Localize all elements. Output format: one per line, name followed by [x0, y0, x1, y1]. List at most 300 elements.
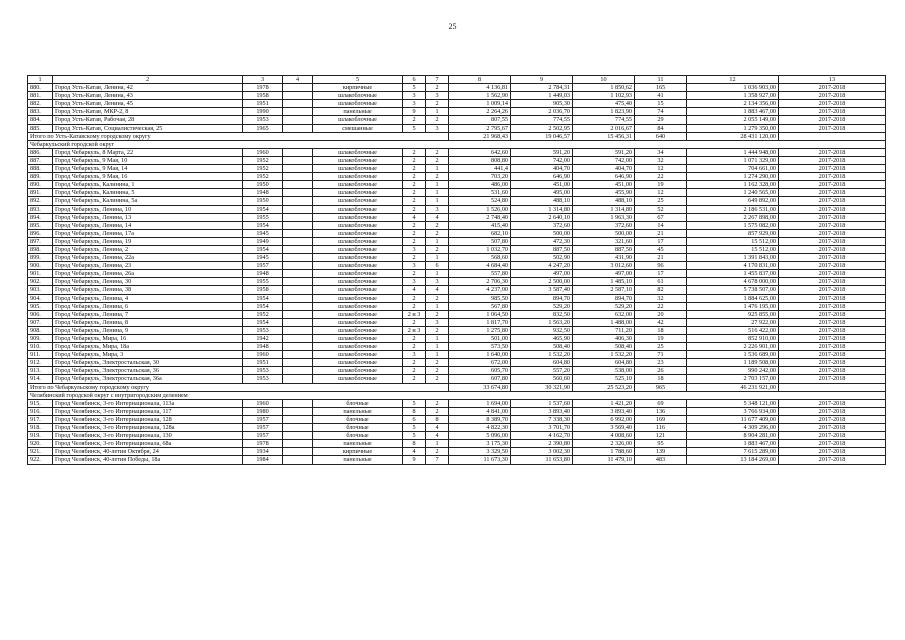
- table-cell: 1 102,93: [573, 92, 635, 100]
- table-cell: шлакоблочные: [313, 229, 403, 237]
- table-cell: [283, 375, 313, 383]
- table-cell: Город Чебаркуль, Мира, 3: [53, 351, 243, 359]
- table-cell: 2017-2018: [779, 116, 886, 124]
- table-cell: шлакоблочные: [313, 100, 403, 108]
- table-cell: 1 563,20: [511, 318, 573, 326]
- header-cell: 1: [28, 76, 53, 84]
- table-cell: 604,80: [511, 359, 573, 367]
- table-cell: Город Челябинск, 3-го Интернационала, 128: [53, 415, 243, 423]
- table-cell: 898.: [28, 245, 53, 253]
- table-cell: 84: [635, 124, 687, 132]
- table-cell: 96: [635, 262, 687, 270]
- table-cell: Город Усть-Катав, Социалистическая, 25: [53, 124, 243, 132]
- table-cell: шлакоблочные: [313, 375, 403, 383]
- table-cell: 742,00: [573, 156, 635, 164]
- table-cell: шлакоблочные: [313, 92, 403, 100]
- table-cell: 916.: [28, 407, 53, 415]
- table-cell: шлакоблочные: [313, 165, 403, 173]
- table-cell: [283, 270, 313, 278]
- table-cell: шлакоблочные: [313, 351, 403, 359]
- table-cell: 897.: [28, 237, 53, 245]
- table-cell: [283, 108, 313, 116]
- table-cell: Город Чебаркуль, Мира, 18а: [53, 343, 243, 351]
- table-cell: 2: [403, 294, 426, 302]
- header-cell: 8: [449, 76, 511, 84]
- table-cell: 1952: [243, 165, 283, 173]
- table-cell: 2: [403, 148, 426, 156]
- table-cell: 711,20: [573, 326, 635, 334]
- table-cell: 2: [403, 335, 426, 343]
- section-title: Чебаркульский городской округ: [28, 140, 886, 148]
- table-cell: Город Усть-Катав, Ленина, 42: [53, 84, 243, 92]
- table-cell: 573,50: [449, 343, 511, 351]
- table-cell: 5: [403, 399, 426, 407]
- table-row: [28, 254, 886, 262]
- table-cell: 2017-2018: [779, 456, 886, 464]
- table-cell: 1: [426, 165, 449, 173]
- table-cell: 883.: [28, 108, 53, 116]
- table-cell: 607,80: [449, 375, 511, 383]
- table-cell: 1 009,14: [449, 100, 511, 108]
- table-cell: панельные: [313, 407, 403, 415]
- table-cell: 2 055 149,00: [687, 116, 779, 124]
- table-cell: 25: [635, 197, 687, 205]
- table-cell: [283, 181, 313, 189]
- table-cell: 1 850,62: [573, 84, 635, 92]
- table-cell: Город Усть-Катав, МКР-2, 8: [53, 108, 243, 116]
- table-cell: 321,60: [573, 237, 635, 245]
- table-cell: 1942: [243, 335, 283, 343]
- table-cell: [283, 189, 313, 197]
- table-cell: Город Челябинск, 3-го Интернационала, 117: [53, 407, 243, 415]
- table-cell: 894,70: [511, 294, 573, 302]
- section-header-row: [28, 140, 886, 148]
- table-cell: 882.: [28, 100, 53, 108]
- table-cell: 918.: [28, 424, 53, 432]
- table-cell: 1 279 350,00: [687, 124, 779, 132]
- table-cell: 887,50: [511, 245, 573, 253]
- table-cell: 1950: [243, 181, 283, 189]
- table-cell: 529,20: [511, 302, 573, 310]
- table-cell: 1 064,50: [449, 310, 511, 318]
- header-cell: 7: [426, 76, 449, 84]
- table-cell: 1 421,20: [573, 399, 635, 407]
- table-cell: 165: [635, 84, 687, 92]
- table-cell: шлакоблочные: [313, 148, 403, 156]
- table-cell: 14: [635, 221, 687, 229]
- table-cell: [283, 318, 313, 326]
- table-cell: Город Чебаркуль, Мира, 16: [53, 335, 243, 343]
- table-cell: 922.: [28, 456, 53, 464]
- table-cell: [283, 456, 313, 464]
- table-cell: 5 096,00: [449, 432, 511, 440]
- table-row: [28, 310, 886, 318]
- table-cell: 1 314,80: [511, 205, 573, 213]
- table-cell: шлакоблочные: [313, 254, 403, 262]
- table-cell: 5: [403, 424, 426, 432]
- table-row: [28, 407, 886, 415]
- table-cell: 3: [426, 278, 449, 286]
- table-cell: 920.: [28, 440, 53, 448]
- table-cell: шлакоблочные: [313, 197, 403, 205]
- table-cell: 2: [403, 367, 426, 375]
- table-cell: 2: [403, 237, 426, 245]
- table-cell: 1945: [243, 254, 283, 262]
- subtotal-value: 965: [635, 383, 687, 391]
- table-cell: 74: [635, 108, 687, 116]
- table-cell: 1954: [243, 294, 283, 302]
- table-cell: 2017-2018: [779, 432, 886, 440]
- header-cell: 2: [53, 76, 243, 84]
- table-cell: 6 992,00: [573, 415, 635, 423]
- table-row: [28, 84, 886, 92]
- table-cell: [283, 254, 313, 262]
- table-cell: 4 170 831,00: [687, 262, 779, 270]
- table-cell: 852 910,00: [687, 335, 779, 343]
- table-cell: Город Чебаркуль, Ленина, 4: [53, 294, 243, 302]
- table-cell: 908.: [28, 326, 53, 334]
- table-cell: 1 274 290,00: [687, 173, 779, 181]
- table-cell: 2017-2018: [779, 92, 886, 100]
- table-cell: 2017-2018: [779, 237, 886, 245]
- table-cell: 2017-2018: [779, 424, 886, 432]
- table-cell: 915.: [28, 399, 53, 407]
- table-cell: 8 389,70: [449, 415, 511, 423]
- table-cell: 1: [426, 254, 449, 262]
- table-cell: 2017-2018: [779, 294, 886, 302]
- subtotal-empty-cell: [779, 383, 886, 391]
- table-cell: 2: [426, 294, 449, 302]
- section-header-row: [28, 391, 886, 399]
- table-cell: 4 237,00: [449, 286, 511, 294]
- table-cell: 932,50: [511, 326, 573, 334]
- table-cell: панельные: [313, 440, 403, 448]
- table-cell: 1957: [243, 262, 283, 270]
- table-cell: 894.: [28, 213, 53, 221]
- table-cell: Город Чебаркуль, 9 Мая, 16: [53, 173, 243, 181]
- table-cell: 45: [635, 245, 687, 253]
- table-cell: 22: [635, 173, 687, 181]
- table-cell: 808,80: [449, 156, 511, 164]
- table-row: [28, 343, 886, 351]
- table-cell: 5: [403, 432, 426, 440]
- table-cell: 29: [635, 116, 687, 124]
- table-cell: кирпичные: [313, 448, 403, 456]
- table-cell: 4 822,30: [449, 424, 511, 432]
- table-cell: Город Чебаркуль, Электростальская, 30: [53, 359, 243, 367]
- table-cell: 3 587,40: [511, 286, 573, 294]
- table-cell: 1 189 508,00: [687, 359, 779, 367]
- table-cell: 21: [635, 229, 687, 237]
- table-cell: шлакоблочные: [313, 359, 403, 367]
- table-cell: [283, 399, 313, 407]
- table-cell: [283, 156, 313, 164]
- table-cell: шлакоблочные: [313, 270, 403, 278]
- table-cell: [283, 262, 313, 270]
- table-cell: 2: [403, 165, 426, 173]
- table-cell: 25: [635, 343, 687, 351]
- table-cell: 1951: [243, 100, 283, 108]
- table-cell: блочные: [313, 415, 403, 423]
- table-cell: 2: [426, 229, 449, 237]
- table-row: [28, 213, 886, 221]
- table-cell: 8: [403, 407, 426, 415]
- table-row: [28, 318, 886, 326]
- table-cell: [283, 448, 313, 456]
- table-row: [28, 415, 886, 423]
- table-cell: 2017-2018: [779, 286, 886, 294]
- table-cell: 1 575 082,00: [687, 221, 779, 229]
- subtotal-value: 15 456,31: [573, 132, 635, 140]
- table-cell: 2: [403, 116, 426, 124]
- table-cell: [283, 148, 313, 156]
- table-cell: 1948: [243, 189, 283, 197]
- table-cell: 2017-2018: [779, 375, 886, 383]
- table-cell: 632,00: [573, 310, 635, 318]
- table-cell: 501,00: [449, 335, 511, 343]
- table-cell: шлакоблочные: [313, 318, 403, 326]
- table-cell: 646,90: [511, 173, 573, 181]
- table-cell: 1: [426, 270, 449, 278]
- table-cell: 5 348 121,00: [687, 399, 779, 407]
- table-cell: 914.: [28, 375, 53, 383]
- table-cell: 925 855,00: [687, 310, 779, 318]
- table-cell: 904.: [28, 294, 53, 302]
- table-cell: 672,00: [449, 359, 511, 367]
- table-cell: 139: [635, 448, 687, 456]
- subtotal-label: Итого по Усть-Катавскому городскому округу: [28, 132, 449, 140]
- table-cell: панельные: [313, 108, 403, 116]
- table-cell: 3 329,50: [449, 448, 511, 456]
- table-cell: 451,00: [573, 181, 635, 189]
- table-cell: Город Чебаркуль, Ленина, 19: [53, 237, 243, 245]
- table-cell: 34: [635, 148, 687, 156]
- table-cell: 1955: [243, 278, 283, 286]
- table-cell: [283, 359, 313, 367]
- table-cell: 2017-2018: [779, 270, 886, 278]
- header-cell: 5: [313, 76, 403, 84]
- table-cell: 7 615 289,00: [687, 448, 779, 456]
- table-cell: смешанные: [313, 124, 403, 132]
- table-cell: [283, 116, 313, 124]
- table-cell: 894,70: [573, 294, 635, 302]
- subtotal-value: 33 674,80: [449, 383, 511, 391]
- table-cell: Город Чебаркуль, Ленина, 14: [53, 221, 243, 229]
- table-cell: 2: [426, 448, 449, 456]
- table-cell: 2: [403, 270, 426, 278]
- table-cell: 1 071 329,00: [687, 156, 779, 164]
- table-cell: 893.: [28, 205, 53, 213]
- table-cell: 82: [635, 286, 687, 294]
- table-cell: [283, 205, 313, 213]
- table-cell: 3: [426, 318, 449, 326]
- housing-register-table: [27, 75, 886, 465]
- table-cell: 1954: [243, 221, 283, 229]
- table-cell: 1953: [243, 375, 283, 383]
- table-cell: 1990: [243, 108, 283, 116]
- table-row: [28, 286, 886, 294]
- table-cell: 1 883 467,00: [687, 108, 779, 116]
- table-cell: 1958: [243, 92, 283, 100]
- subtotal-value: 28 431 120,00: [687, 132, 779, 140]
- table-cell: 5 738 507,00: [687, 286, 779, 294]
- table-cell: 2017-2018: [779, 351, 886, 359]
- table-cell: Город Чебаркуль, Ленина, 10: [53, 205, 243, 213]
- table-cell: 3 569,40: [573, 424, 635, 432]
- table-row: [28, 156, 886, 164]
- table-cell: кирпичные: [313, 84, 403, 92]
- table-cell: 1: [426, 343, 449, 351]
- table-cell: шлакоблочные: [313, 221, 403, 229]
- table-cell: Город Чебаркуль, 9 Мая, 10: [53, 156, 243, 164]
- table-cell: [283, 294, 313, 302]
- table-row: [28, 229, 886, 237]
- table-cell: 516 422,00: [687, 326, 779, 334]
- table-cell: 2: [403, 343, 426, 351]
- table-cell: шлакоблочные: [313, 213, 403, 221]
- table-cell: [283, 221, 313, 229]
- table-cell: 372,60: [511, 221, 573, 229]
- table-cell: 2: [426, 116, 449, 124]
- table-cell: 568,60: [449, 254, 511, 262]
- table-cell: 2017-2018: [779, 108, 886, 116]
- table-cell: 431,90: [573, 254, 635, 262]
- table-cell: Город Чебаркуль, Электростальская, 36: [53, 367, 243, 375]
- table-cell: 591,20: [511, 148, 573, 156]
- table-cell: 2 036,70: [511, 108, 573, 116]
- table-cell: [283, 100, 313, 108]
- table-cell: 2 134 356,00: [687, 100, 779, 108]
- table-cell: 704 661,00: [687, 165, 779, 173]
- table-cell: 121: [635, 432, 687, 440]
- table-cell: 11 677 409,00: [687, 415, 779, 423]
- table-cell: 2: [426, 148, 449, 156]
- table-cell: 2: [426, 221, 449, 229]
- table-cell: 886.: [28, 148, 53, 156]
- table-cell: 11 673,30: [449, 456, 511, 464]
- table-cell: 4: [426, 213, 449, 221]
- table-cell: 2 748,40: [449, 213, 511, 221]
- table-cell: 880.: [28, 84, 53, 92]
- table-cell: 1978: [243, 440, 283, 448]
- table-cell: 497,00: [573, 270, 635, 278]
- table-row: [28, 173, 886, 181]
- table-cell: 2 264,26: [449, 108, 511, 116]
- table-cell: 1950: [243, 197, 283, 205]
- table-cell: шлакоблочные: [313, 302, 403, 310]
- table-cell: 1: [426, 189, 449, 197]
- table-cell: 3: [403, 278, 426, 286]
- table-cell: 902.: [28, 278, 53, 286]
- table-cell: 61: [635, 278, 687, 286]
- table-cell: 1 455 837,00: [687, 270, 779, 278]
- header-cell: 3: [243, 76, 283, 84]
- table-cell: 488,10: [573, 197, 635, 205]
- table-cell: 2017-2018: [779, 254, 886, 262]
- table-cell: 13 184 269,00: [687, 456, 779, 464]
- table-cell: 1954: [243, 205, 283, 213]
- table-header-row: [28, 76, 886, 84]
- table-cell: 18: [635, 326, 687, 334]
- table-cell: шлакоблочные: [313, 181, 403, 189]
- table-cell: 2: [426, 367, 449, 375]
- table-cell: 6: [403, 415, 426, 423]
- table-cell: 4: [426, 286, 449, 294]
- table-cell: 15 512,00: [687, 237, 779, 245]
- table-cell: 17: [635, 237, 687, 245]
- table-cell: 1955: [243, 213, 283, 221]
- table-cell: 891.: [28, 189, 53, 197]
- subtotal-value: 19 046,57: [511, 132, 573, 140]
- table-cell: 911.: [28, 351, 53, 359]
- table-cell: Город Чебаркуль, Ленина, 7: [53, 310, 243, 318]
- table-row: [28, 367, 886, 375]
- table-cell: Город Усть-Катав, Ленина, 45: [53, 100, 243, 108]
- table-cell: шлакоблочные: [313, 278, 403, 286]
- table-cell: Город Чебаркуль, Ленина, 9: [53, 326, 243, 334]
- table-cell: 2: [426, 407, 449, 415]
- table-cell: 1 488,00: [573, 318, 635, 326]
- table-row: [28, 116, 886, 124]
- table-row: [28, 399, 886, 407]
- table-cell: 1954: [243, 245, 283, 253]
- table-cell: 2017-2018: [779, 221, 886, 229]
- table-cell: 8 904 281,00: [687, 432, 779, 440]
- table-cell: 1960: [243, 399, 283, 407]
- table-cell: 1978: [243, 84, 283, 92]
- table-cell: 19: [635, 181, 687, 189]
- table-cell: 4 247,20: [511, 262, 573, 270]
- table-cell: шлакоблочные: [313, 367, 403, 375]
- table-cell: 2: [426, 399, 449, 407]
- table-cell: 1 476 195,00: [687, 302, 779, 310]
- table-cell: 2017-2018: [779, 407, 886, 415]
- table-row: [28, 424, 886, 432]
- table-cell: 1 036 903,00: [687, 84, 779, 92]
- table-cell: 69: [635, 399, 687, 407]
- table-cell: 1952: [243, 310, 283, 318]
- table-cell: 32: [635, 156, 687, 164]
- table-cell: [283, 326, 313, 334]
- table-cell: 1: [426, 181, 449, 189]
- table-cell: 2: [426, 100, 449, 108]
- table-cell: 885.: [28, 124, 53, 132]
- table-cell: 1 240 565,00: [687, 189, 779, 197]
- table-row: [28, 432, 886, 440]
- table-cell: 8: [403, 440, 426, 448]
- table-cell: 4: [403, 448, 426, 456]
- table-cell: шлакоблочные: [313, 335, 403, 343]
- table-cell: 1949: [243, 237, 283, 245]
- table-cell: 372,60: [573, 221, 635, 229]
- table-cell: [283, 351, 313, 359]
- table-cell: 3: [403, 262, 426, 270]
- header-cell: 12: [687, 76, 779, 84]
- subtotal-value: 46 231 921,00: [687, 383, 779, 391]
- table-cell: 2 226 901,00: [687, 343, 779, 351]
- table-cell: 3 701,70: [511, 424, 573, 432]
- table-cell: [283, 92, 313, 100]
- table-cell: 500,00: [511, 229, 573, 237]
- table-cell: 1 485,10: [573, 278, 635, 286]
- table-cell: Город Чебаркуль, Ленина, 30: [53, 278, 243, 286]
- subtotal-value: 25 523,20: [573, 383, 635, 391]
- page-number: 25: [448, 22, 457, 31]
- table-cell: 906.: [28, 310, 53, 318]
- table-cell: [283, 415, 313, 423]
- table-cell: 1948: [243, 270, 283, 278]
- table-cell: 2 186 531,00: [687, 205, 779, 213]
